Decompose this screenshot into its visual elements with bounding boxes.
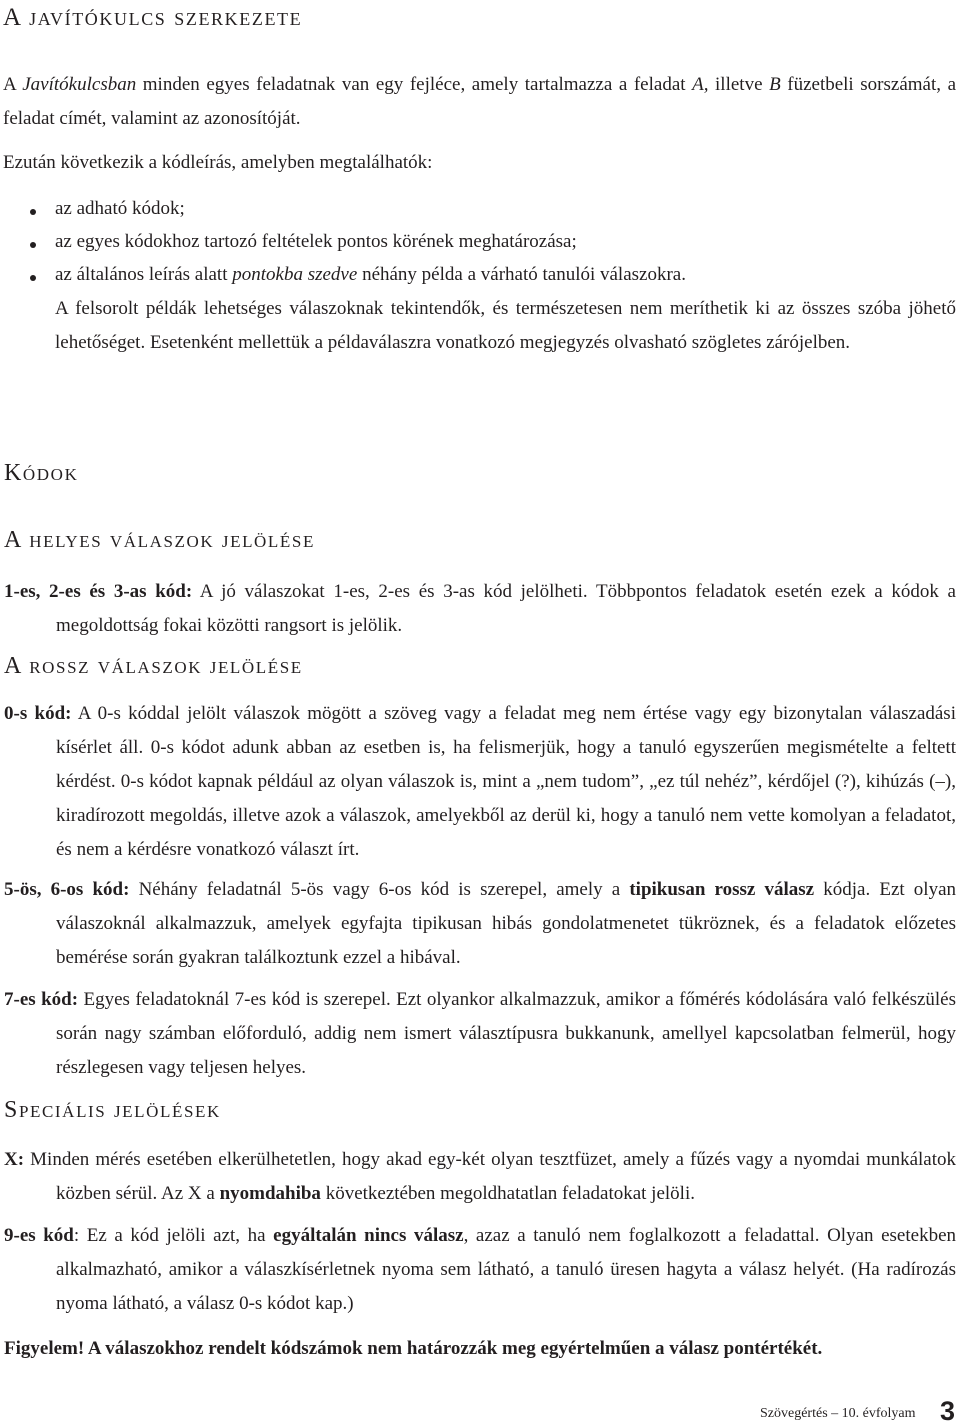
page-number: 3 bbox=[940, 1396, 956, 1426]
code-7-paragraph: 7-es kód: Egyes feladatoknál 7-es kód is szerepel. Ezt olyankor alkalmazzuk, amikor a főmérés kódolására való felkészülés során nagy számban előforduló, addig nem ismert választípusra bukkanunk, amellyel kapcsolatban felmerül, hogy részlegesen vagy teljesen helyes. bbox=[4, 989, 956, 1078]
bullet-dot bbox=[30, 242, 36, 248]
heading-wrong-answers: A rossz válaszok jelölése bbox=[4, 653, 303, 679]
warning-note: Figyelem! A válaszokhoz rendelt kódszámok nem határozzák meg egyértelműen a válasz pontértékét. bbox=[4, 1338, 823, 1359]
code-9-paragraph: 9-es kód: Ez a kód jelöli azt, ha egyáltalán nincs válasz, azaz a tanuló nem foglalkozott a feladattal. Olyan esetekben alkalmazható, amikor a válaszkísérletnek nyoma sem látható, a tanuló üresen hagyta a válasz helyét. (Ha radírozás nyoma látható, a válasz 0-s kódot kap.) bbox=[4, 1225, 957, 1314]
heading-structure: A javítókulcs szerkezete bbox=[3, 4, 303, 31]
bullet-item-examples: az általános leírás alatt pontokba szedve néhány példa a várható tanulói válaszokra. bbox=[55, 264, 686, 285]
intro-paragraph: A Javítókulcsban minden egyes feladatnak van egy fejléce, amely tartalmazza a feladat A, illetve B füzetbeli sorszámát, a feladat címét, valamint az azonosítóját. bbox=[3, 74, 956, 129]
code-5-6-paragraph: 5-ös, 6-os kód: Néhány feladatnál 5-ös vagy 6-os kód is szerepel, amely a tipikusan rossz válasz kódja. Ezt olyan válaszoknál alkalmazzuk, amelyek egyfajta tipikusan hibás gondolatmenetet tükröznek, és a feladatok előzetes bemérése során gyakran találkoztunk ezzel a hibával. bbox=[4, 879, 957, 968]
correct-codes-paragraph: 1-es, 2-es és 3-as kód: A jó válaszokat 1-es, 2-es és 3-as kód jelölheti. Többpontos feladatok esetén ezek a kódok a megoldottság fokai közötti rangsort is jelölik. bbox=[4, 581, 956, 636]
examples-note: A felsorolt példák lehetséges válaszoknak tekintendők, és természetesen nem meríthetik ki az összes szóba jöhető lehetőséget. Esetenként mellettük a példaválaszra vonatkozó megjegyzés olvasható szögletes zárójelben. bbox=[55, 298, 956, 353]
heading-correct-answers: A helyes válaszok jelölése bbox=[4, 527, 315, 553]
bullet-item-codes: az adható kódok; bbox=[55, 198, 185, 219]
code-x-paragraph: X: Minden mérés esetében elkerülhetetlen, hogy akad egy-két olyan tesztfüzet, amely a fűzés vagy a nyomdai munkálatok közben sérül. Az X a nyomdahiba következtében megoldhatatlan feladatokat jelöli. bbox=[4, 1149, 956, 1204]
heading-codes: Kódok bbox=[4, 460, 79, 486]
bullet-item-conditions: az egyes kódokhoz tartozó feltételek pontos körének meghatározása; bbox=[55, 231, 577, 252]
bullet-dot bbox=[30, 275, 36, 281]
code-0-paragraph: 0-s kód: A 0-s kóddal jelölt válaszok mögött a szöveg vagy a feladat meg nem értése vagy egy bizonytalan válaszadási kísérlet áll. 0-s kódot adunk abban az esetben is, ha felismerjük, hogy a tanuló egyszerűen megismételte a feltett kérdést. 0-s kódot kapnak például az olyan válaszok is, mint a „nem tudom”, „ez túl nehéz”, kérdőjel (?), kihúzás (–), kiradírozott megoldás, illetve azok a válaszok, amelyekből az derül ki, hogy a tanuló nem vette komolyan a feladatot, és nem a kérdésre vonatkozó választ írt. bbox=[4, 703, 956, 860]
lead-paragraph: Ezután következik a kódleírás, amelyben megtalálhatók: bbox=[3, 152, 433, 173]
heading-special-marks: Speciális jelölések bbox=[4, 1097, 221, 1123]
footer-title: Szövegértés – 10. évfolyam bbox=[760, 1406, 916, 1421]
bullet-dot bbox=[30, 209, 36, 215]
